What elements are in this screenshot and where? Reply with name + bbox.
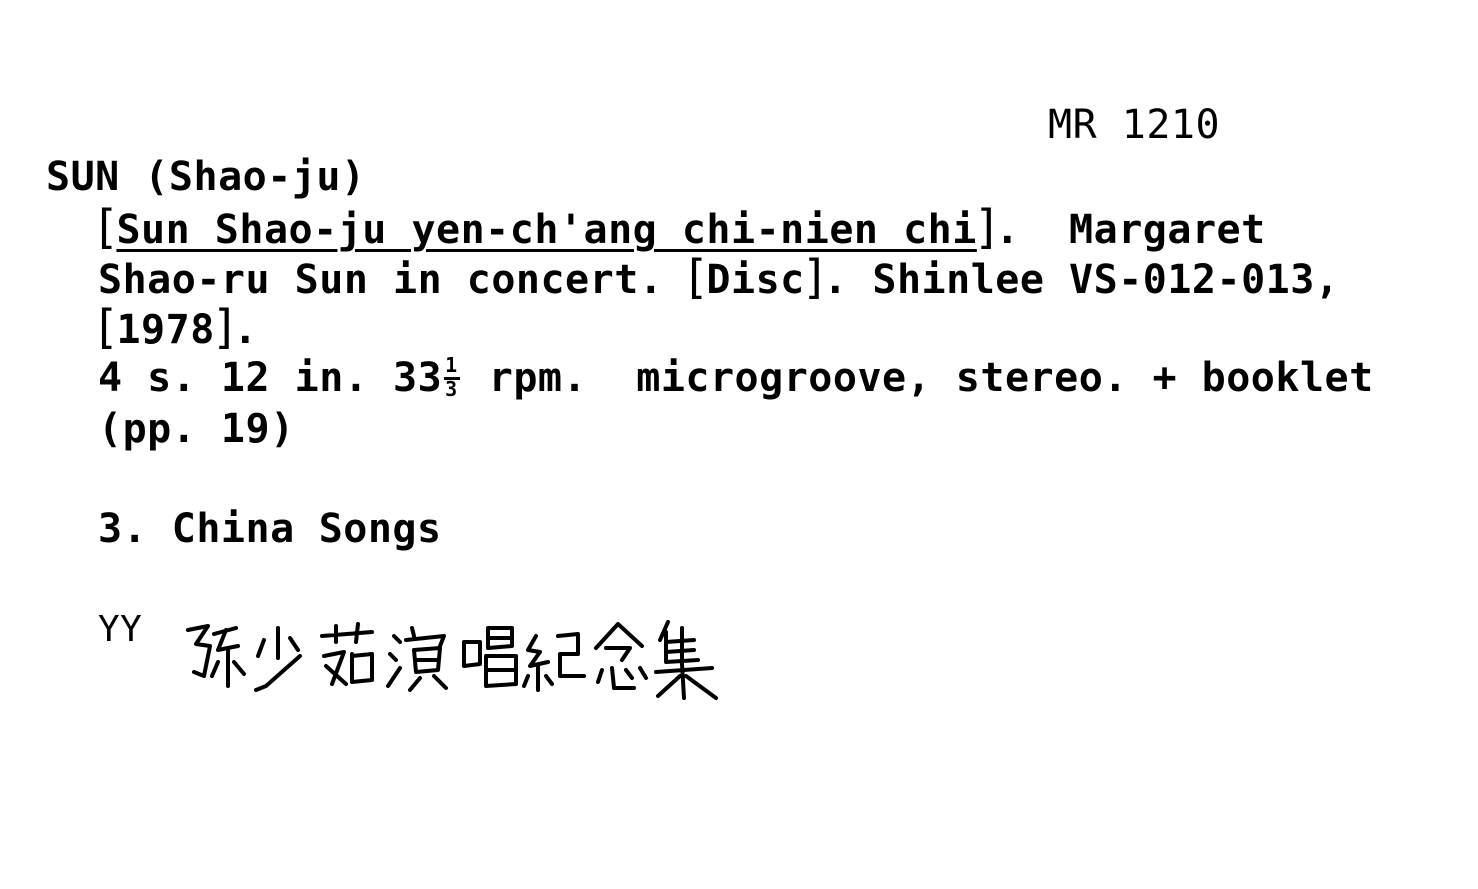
close-bracket: ] <box>976 200 996 254</box>
heading-qualifier: (Shao-ju) <box>144 154 366 200</box>
fraction-numerator: 1 <box>445 353 458 377</box>
subject-number: 3. <box>98 506 148 552</box>
vernacular-label: YY <box>98 609 143 650</box>
subject-term-china: China <box>171 506 295 552</box>
subject-term-songs: Songs <box>318 506 442 552</box>
romanized-title: Sun Shao-ju yen-ch'ang chi-nien chi <box>116 207 977 253</box>
open-bracket: [ <box>98 300 117 354</box>
call-number: MR 1210 <box>1048 102 1221 148</box>
handwritten-chinese-title <box>182 606 722 706</box>
parallel-title: Shao-ru Sun in concert. <box>98 257 688 303</box>
close-bracket: ] <box>804 250 824 304</box>
date-line <box>98 302 258 355</box>
speed-rest: rpm. microgroove, stereo. + booklet <box>464 355 1374 401</box>
title-line-2 <box>98 252 1339 305</box>
title-line <box>98 202 1266 255</box>
heading-surname: SUN <box>46 154 120 200</box>
title-continuation: . Margaret <box>995 207 1266 253</box>
main-heading <box>46 152 366 202</box>
date-suffix: . <box>233 307 258 353</box>
handwritten-chinese-title-drawing <box>182 606 722 706</box>
publisher: . Shinlee VS-012-013, <box>823 257 1340 303</box>
close-bracket: ] <box>214 300 234 354</box>
fraction-denominator: 3 <box>445 377 458 401</box>
open-bracket: [ <box>687 250 707 304</box>
open-bracket: [ <box>98 200 117 254</box>
subject-tracing <box>98 504 442 554</box>
extent: 4 s. 12 in. <box>98 355 393 401</box>
gmd: Disc <box>706 257 805 303</box>
booklet-pages: (pp. 19) <box>98 406 295 452</box>
speed-whole: 33 <box>392 355 443 401</box>
date: 1978 <box>116 307 215 353</box>
physical-description <box>98 353 1374 403</box>
speed-fraction <box>442 353 464 401</box>
